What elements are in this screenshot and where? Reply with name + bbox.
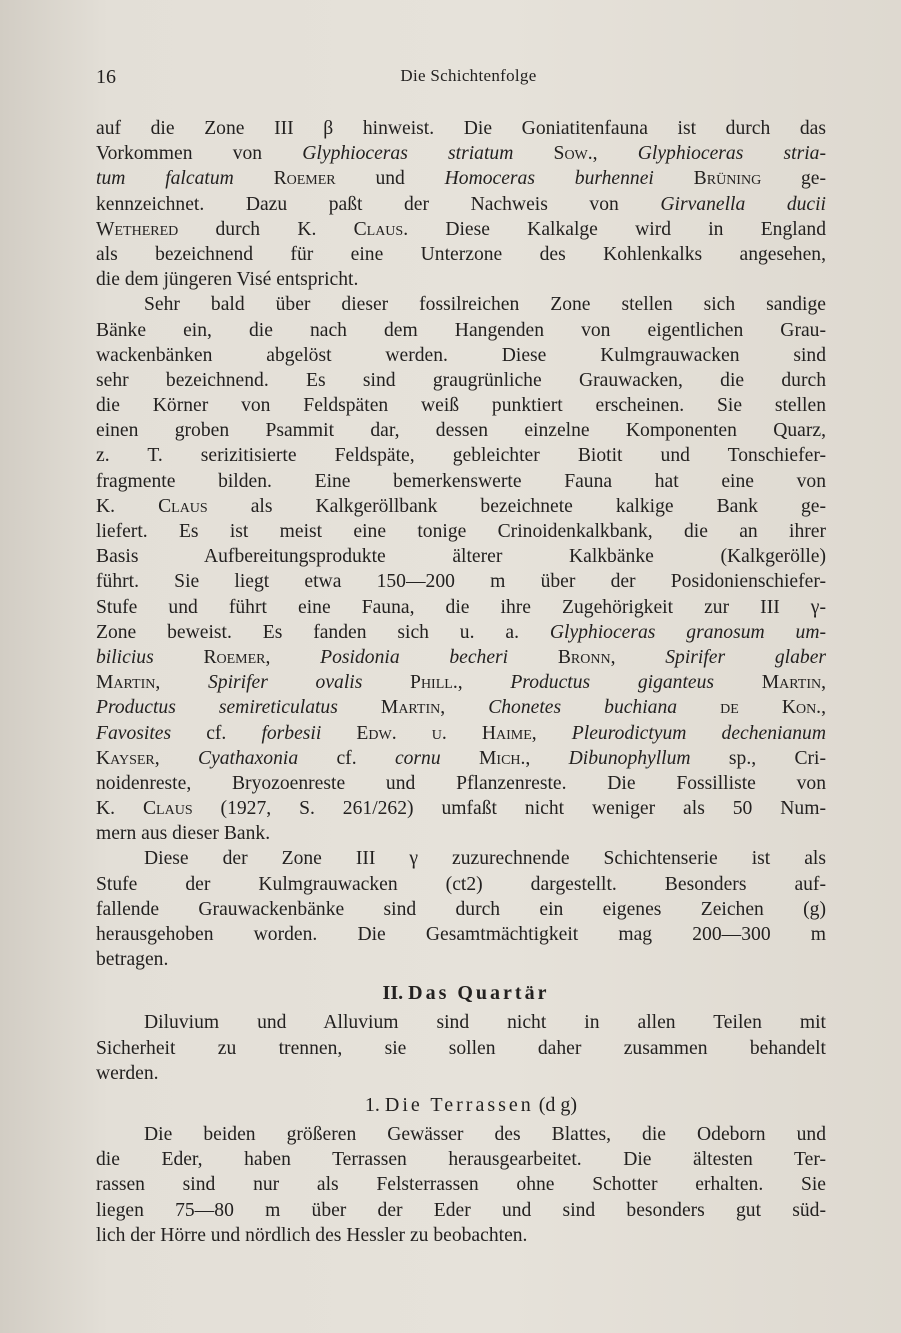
text-line: Bänke ein, die nach dem Hangenden von eigentlichen Grau-: [96, 319, 826, 341]
text-line: Productus semireticulatus Martin, Chonetes buchiana de Kon.,: [96, 697, 826, 719]
paragraph-diluvium: [96, 1010, 826, 1086]
text-line: mern aus dieser Bank.: [96, 823, 271, 845]
text-line: die dem jüngeren Visé entspricht.: [96, 269, 359, 291]
text-line: Sicherheit zu trennen, sie sollen daher zusammen behandelt: [96, 1037, 826, 1059]
text-line: Vorkommen von Glyphioceras striatum Sow., Glyphioceras stria-: [96, 143, 826, 165]
section-number: II.: [382, 982, 404, 1005]
text-line: herausgehoben worden. Die Gesamtmächtigkeit mag 200—300 m: [96, 924, 826, 945]
paragraph-goniatitenfauna: [96, 116, 826, 292]
text-line: Kayser, Cyathaxonia cf. cornu Mich., Dibunophyllum sp., Cri-: [96, 747, 827, 769]
text-line: die Körner von Feldspäten weiß punktiert erscheinen. Sie stellen: [96, 395, 826, 417]
text-line: einen groben Psammit dar, dessen einzelne Komponenten Quarz,: [96, 420, 826, 442]
text-line: Stufe der Kulmgrauwacken (ct2) dargestellt. Besonders auf-: [96, 873, 826, 895]
subsection-title: Die Terrassen: [384, 1093, 534, 1116]
text-line: Basis Aufbereitungsprodukte älterer Kalkbänke (Kalkgerölle): [96, 546, 826, 568]
text-line: Wethered durch K. Claus. Diese Kalkalge wird in England: [96, 218, 826, 240]
subsection-heading: [96, 1088, 826, 1122]
section-title: Das Quartär: [408, 982, 550, 1005]
text-line: als bezeichnend für eine Unterzone des Kohlenkalks angesehen,: [96, 243, 826, 265]
text-line: fallende Grauwackenbänke sind durch ein eigenes Zeichen (g): [96, 898, 826, 920]
text-line: liegen 75—80 m über der Eder und sind besonders gut süd-: [96, 1199, 826, 1221]
text-line: z. T. serizitisierte Feldspäte, gebleichter Biotit und Tonschiefer-: [96, 445, 826, 467]
text-line: noidenreste, Bryozoenreste und Pflanzenreste. Die Fossilliste von: [96, 772, 826, 794]
text-line: Sehr bald über dieser fossilreichen Zone stellen sich sandige: [144, 294, 826, 316]
running-head: Die Schichtenfolge: [400, 66, 537, 85]
text-line: K. Claus (1927, S. 261/262) umfaßt nicht weniger als 50 Num-: [96, 798, 826, 820]
text-line: rassen sind nur als Felsterrassen ohne Schotter erhalten. Sie: [96, 1174, 826, 1196]
text-line: die Eder, haben Terrassen herausgearbeitet. Die ältesten Ter-: [96, 1149, 826, 1171]
text-line: auf die Zone III β hinweist. Die Goniatitenfauna ist durch das: [96, 118, 826, 139]
page-header: [96, 66, 821, 96]
text-line: wackenbänken abgelöst werden. Diese Kulmgrauwacken sind: [96, 344, 826, 366]
page-body: [96, 116, 826, 1248]
text-line: tum falcatum Roemer und Homoceras burhennei Brüning ge-: [96, 168, 827, 190]
text-line: Diese der Zone III γ zuzurechnende Schichtenserie ist als: [144, 848, 826, 870]
page-number: 16: [96, 66, 116, 88]
text-line: kennzeichnet. Dazu paßt der Nachweis von Girvanella ducii: [96, 193, 827, 215]
text-line: lich der Hörre und nördlich des Hessler zu beobachten.: [96, 1224, 528, 1246]
text-line: K. Claus als Kalkgeröllbank bezeichnete kalkige Bank ge-: [96, 495, 826, 517]
text-line: Martin, Spirifer ovalis Phill., Productus giganteus Martin,: [96, 672, 827, 694]
paragraph-zone-iii-gamma: [96, 846, 826, 972]
text-line: fragmente bilden. Eine bemerkenswerte Fauna hat eine von: [96, 470, 826, 492]
text-line: werden.: [96, 1062, 159, 1084]
text-line: bilicius Roemer, Posidonia becheri Bronn, Spirifer glaber: [96, 646, 827, 668]
text-line: betragen.: [96, 949, 169, 971]
text-line: Zone beweist. Es fanden sich u. a. Glyphioceras granosum um-: [96, 621, 826, 643]
text-line: Die beiden größeren Gewässer des Blattes, die Odeborn und: [144, 1123, 826, 1145]
text-line: sehr bezeichnend. Es sind graugrünliche Grauwacken, die durch: [96, 369, 826, 391]
paragraph-terrassen: [96, 1122, 826, 1248]
section-heading: [96, 976, 826, 1010]
text-line: Diluvium und Alluvium sind nicht in allen Teilen mit: [144, 1012, 826, 1034]
paragraph-kulmgrauwacken: [96, 292, 826, 846]
text-line: führt. Sie liegt etwa 150—200 m über der Posidonienschiefer-: [96, 571, 826, 593]
text-line: Favosites cf. forbesii Edw. u. Haime, Pleurodictyum dechenianum: [96, 722, 826, 744]
text-line: Stufe und führt eine Fauna, die ihre Zugehörigkeit zur III γ-: [96, 596, 826, 618]
subsection-code: (d g): [538, 1093, 578, 1116]
subsection-number: 1.: [364, 1093, 380, 1116]
text-line: liefert. Es ist meist eine tonige Crinoidenkalkbank, die an ihrer: [96, 521, 826, 542]
